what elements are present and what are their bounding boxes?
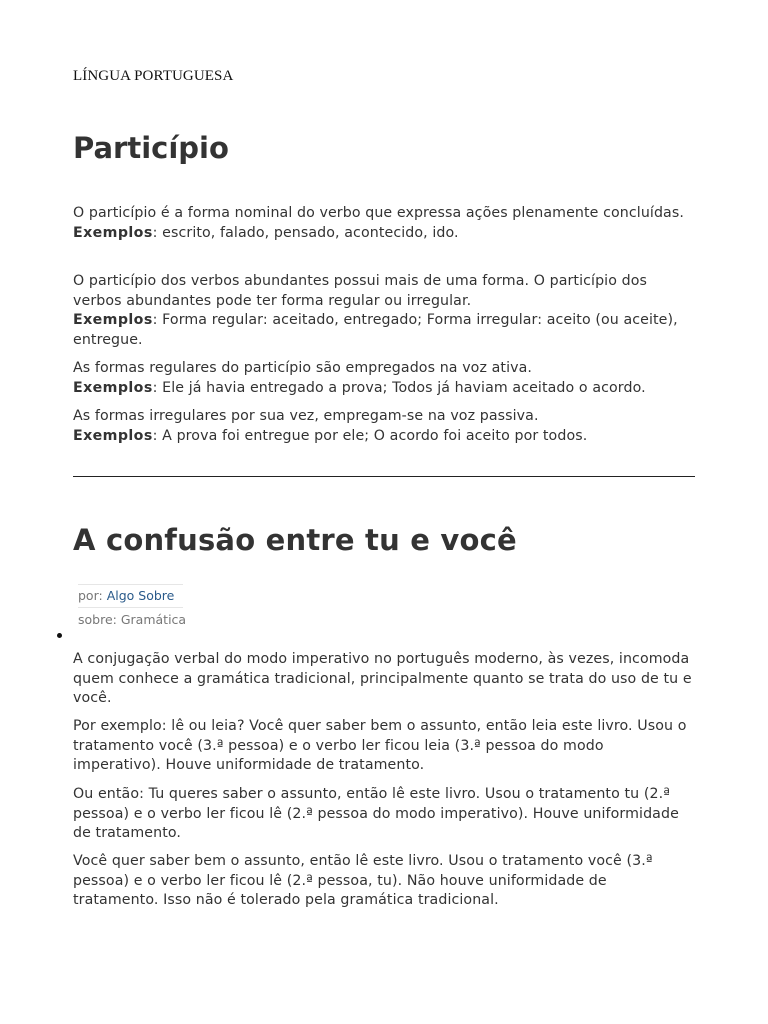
- paragraph-text: O particípio é a forma nominal do verbo que expressa ações plenamente concluídas.: [73, 205, 684, 221]
- paragraph: [73, 272, 695, 350]
- paragraph-text: O particípio dos verbos abundantes possui mais de uma forma. O particípio dos verbos abundantes pode ter forma regular ou irregular.: [73, 273, 647, 309]
- paragraph-text: As formas regulares do particípio são empregados na voz ativa.: [73, 360, 533, 376]
- topic-row: [78, 608, 186, 631]
- paragraph: Por exemplo: lê ou leia? Você quer saber bem o assunto, então leia este livro. Usou o tratamento você (3.ª pessoa) e o verbo ler ficou leia (3.ª pessoa do modo imperativo). Houve uniformidade de tratamento.: [73, 718, 687, 773]
- paragraph: [73, 359, 695, 398]
- example-label: Exemplos: [73, 379, 153, 396]
- subject-header: LÍNGUA PORTUGUESA: [73, 68, 234, 84]
- paragraph: A conjugação verbal do modo imperativo no português moderno, às vezes, incomoda quem conhece a gramática tradicional, principalmente quanto se trata do uso de tu e você.: [73, 651, 692, 706]
- paragraph: Ou então: Tu queres saber o assunto, então lê este livro. Usou o tratamento tu (2.ª pessoa) e o verbo ler ficou lê (2.ª pessoa do modo imperativo). Houve uniformidade de tratamento.: [73, 786, 679, 841]
- example-label: Exemplos: [73, 427, 153, 444]
- paragraph: [73, 204, 695, 243]
- example-label: Exemplos: [73, 224, 153, 241]
- author-label: por:: [78, 588, 103, 603]
- example-label: Exemplos: [73, 312, 153, 328]
- paragraph-text: As formas irregulares por sua vez, empregam-se na voz passiva.: [73, 408, 539, 424]
- list-bullet: [57, 633, 62, 638]
- author-row: [78, 584, 183, 608]
- section-title-tu-voce: A confusão entre tu e você: [73, 523, 517, 557]
- section-title-participio: Particípio: [73, 131, 229, 165]
- paragraph: [73, 407, 695, 446]
- example-text: : Forma regular: aceitado, entregado; Forma irregular: aceito (ou aceite), entregue.: [73, 312, 678, 348]
- topic-label: sobre:: [78, 612, 117, 627]
- topic-value: Gramática: [120, 612, 187, 627]
- example-text: : A prova foi entregue por ele; O acordo foi aceito por todos.: [152, 427, 588, 444]
- example-text: : Ele já havia entregado a prova; Todos já haviam aceitado o acordo.: [152, 379, 646, 396]
- example-text: : escrito, falado, pensado, acontecido, ido.: [152, 224, 459, 241]
- article-meta: [78, 584, 186, 631]
- paragraph: Você quer saber bem o assunto, então lê este livro. Usou o tratamento você (3.ª pessoa) e o verbo ler ficou lê (2.ª pessoa, tu). Não houve uniformidade de tratamento. Isso não é tolerado pela gramática tradicional.: [73, 853, 653, 908]
- author-link[interactable]: Algo Sobre: [106, 588, 175, 603]
- horizontal-divider: [73, 476, 695, 477]
